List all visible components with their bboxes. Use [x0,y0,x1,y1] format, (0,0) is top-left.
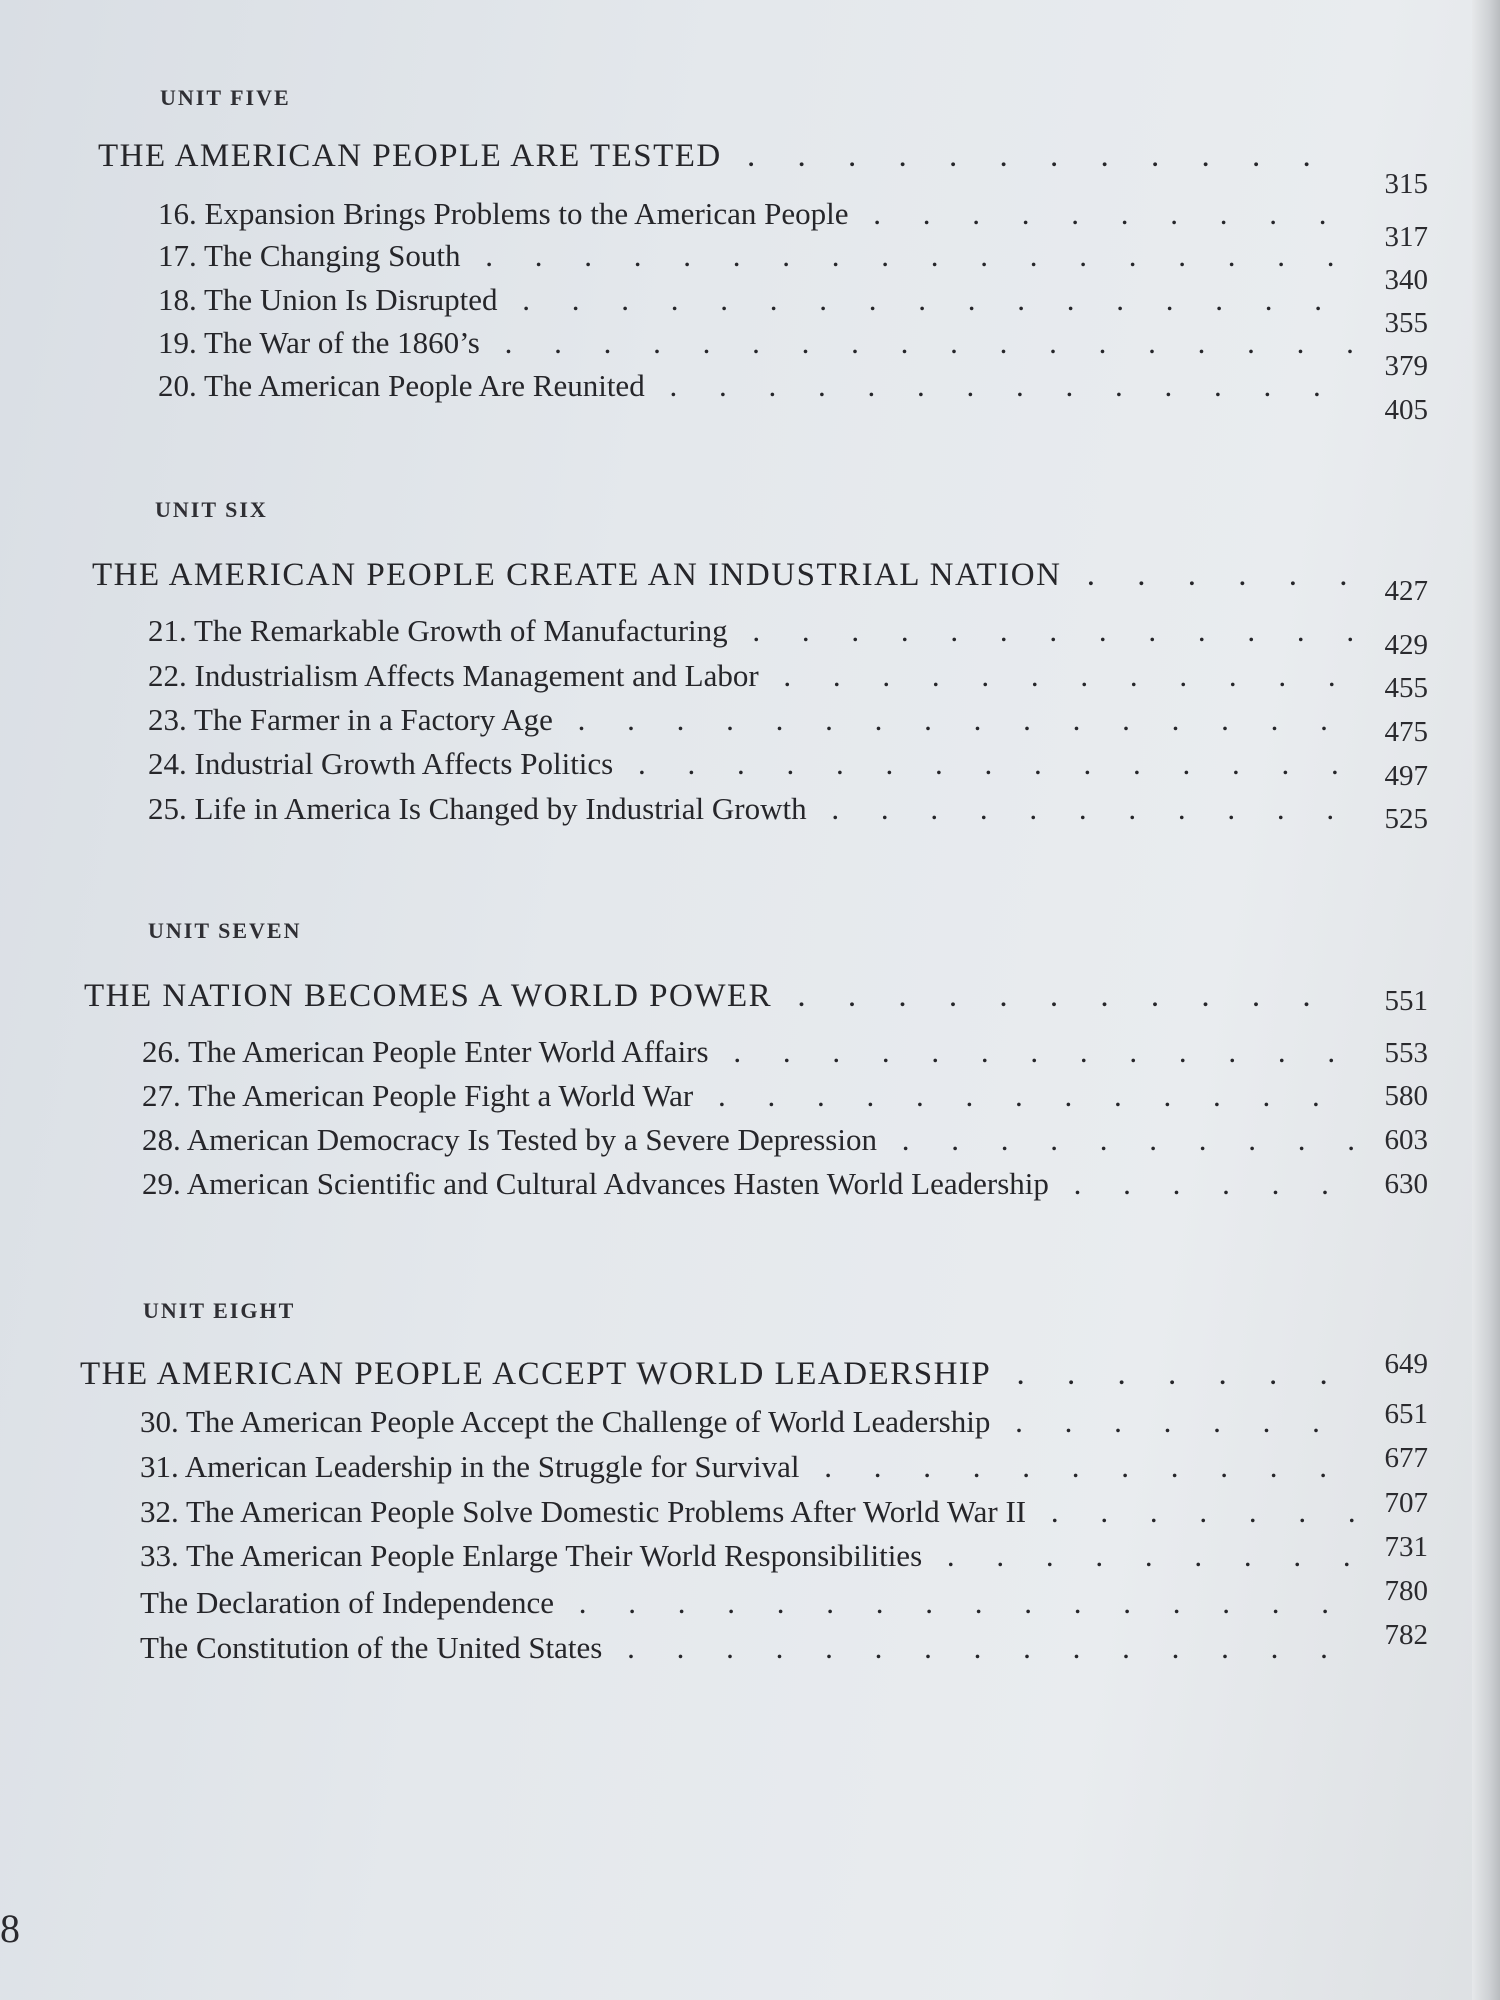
toc-page: 603 [1384,1124,1428,1156]
unit-label: UNIT SEVEN [148,918,302,943]
toc-entry: 27. The American People Fight a World War . . . [142,1078,1354,1114]
toc-page: 405 [1384,394,1428,426]
toc-entry: The Declaration of Independence . . . [140,1585,1355,1621]
toc-page: 553 [1384,1037,1428,1069]
unit-title-page: 551 [1384,985,1428,1017]
page-folio: 8 [0,1906,20,1951]
toc-entry: 30. The American People Accept the Challenge of World Leadership . . . [140,1404,1355,1440]
toc-entry: 29. American Scientific and Cultural Advances Hasten World Leadership . . . [142,1166,1354,1202]
toc-page: 317 [1384,221,1428,253]
toc-entry: 16. Expansion Brings Problems to the American People . . . [158,196,1353,232]
toc-entry: 19. The War of the 1860’s . . . [158,325,1353,361]
toc-page: 782 [1384,1619,1428,1651]
toc-entry: 33. The American People Enlarge Their World Responsibilities . . . [140,1538,1355,1574]
toc-page: 651 [1384,1398,1428,1430]
toc-page: 355 [1384,307,1428,339]
toc-page: 429 [1384,629,1428,661]
toc-page: 340 [1384,264,1428,296]
toc-page: 455 [1384,672,1428,704]
toc-entry: 23. The Farmer in a Factory Age . . . [148,702,1353,738]
toc-page: 731 [1384,1531,1428,1563]
toc-entry: 26. The American People Enter World Affairs . . . [142,1034,1354,1070]
unit-title-page: 427 [1384,575,1428,607]
unit-title-page: 649 [1384,1348,1428,1380]
toc-entry: 32. The American People Solve Domestic Problems After World War II . . . [140,1494,1355,1530]
toc-entry: 20. The American People Are Reunited . . . [158,368,1353,404]
toc-page: 580 [1384,1080,1428,1112]
unit-title: THE NATION BECOMES A WORLD POWER . . . [84,978,1349,1015]
unit-title: THE AMERICAN PEOPLE ACCEPT WORLD LEADERSHIP . . . [80,1356,1348,1393]
toc-entry: 28. American Democracy Is Tested by a Severe Depression . . . [142,1122,1354,1158]
toc-page: 525 [1384,803,1428,835]
toc-entry: 21. The Remarkable Growth of Manufacturing . . . [148,613,1353,649]
toc-page: 379 [1384,350,1428,382]
toc-page: 630 [1384,1168,1428,1200]
toc-entry: 31. American Leadership in the Struggle for Survival . . . [140,1449,1355,1485]
unit-title-page: 315 [1384,168,1428,200]
toc-entry: The Constitution of the United States . . . [140,1630,1355,1666]
unit-label: UNIT EIGHT [143,1298,296,1323]
toc-entry: 22. Industrialism Affects Management and Labor . . . [148,658,1353,694]
page-edge [1472,0,1500,2000]
unit-label: UNIT SIX [155,497,268,522]
toc-entry: 24. Industrial Growth Affects Politics . . . [148,746,1353,782]
unit-label: UNIT FIVE [160,85,291,110]
toc-page: 780 [1384,1575,1428,1607]
toc-page: 497 [1384,760,1428,792]
toc-page: 707 [1384,1487,1428,1519]
unit-title: THE AMERICAN PEOPLE ARE TESTED . . . [98,138,1348,175]
toc-entry: 18. The Union Is Disrupted . . . [158,282,1353,318]
toc-entry: 25. Life in America Is Changed by Industrial Growth . . . [148,791,1353,827]
toc-page: 475 [1384,716,1428,748]
unit-title: THE AMERICAN PEOPLE CREATE AN INDUSTRIAL NATION . . . [92,557,1347,594]
toc-page: 677 [1384,1442,1428,1474]
toc-entry: 17. The Changing South . . . [158,238,1353,274]
